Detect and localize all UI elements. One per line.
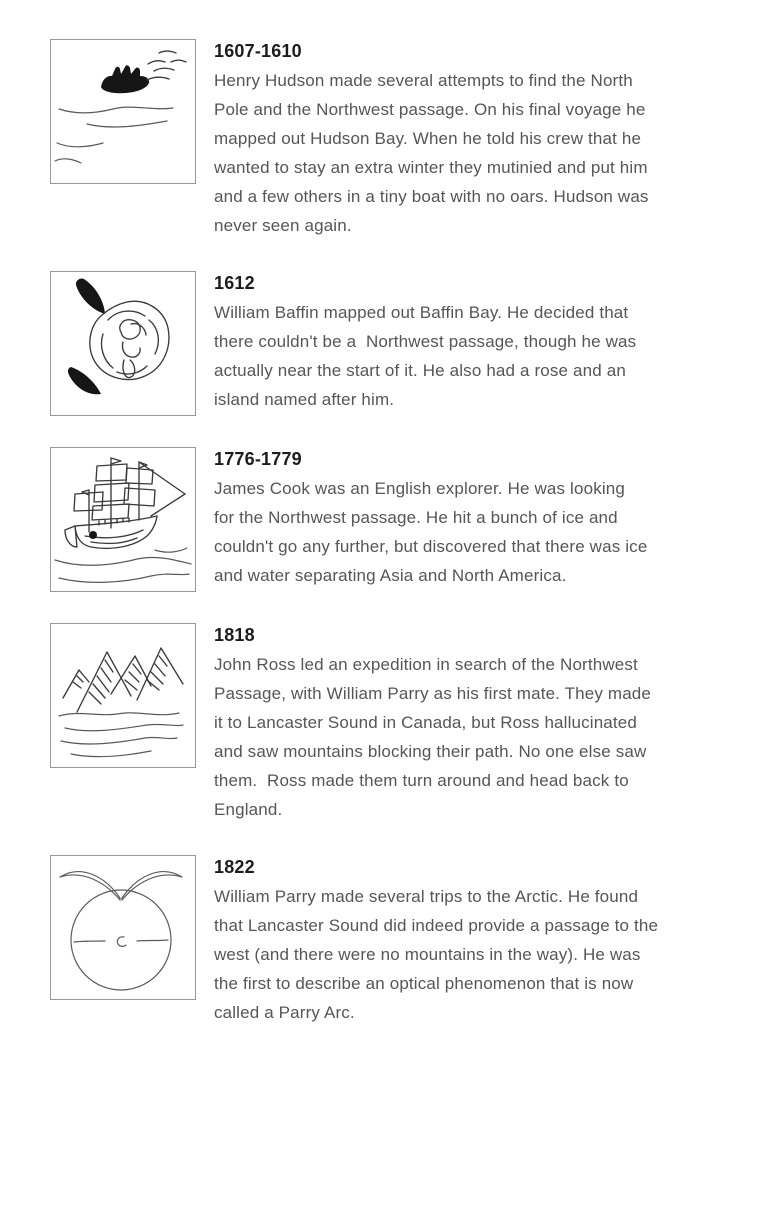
paragraph-line: wanted to stay an extra winter they mutinied and put him: [214, 158, 648, 177]
paragraph-line: it to Lancaster Sound in Canada, but Ross hallucinated: [214, 713, 637, 732]
entry-year: 1607-1610: [214, 41, 302, 61]
paragraph-line: mapped out Hudson Bay. When he told his crew that he: [214, 129, 642, 148]
paragraph-line: Pole and the Northwest passage. On his final voyage he: [214, 100, 646, 119]
paragraph-line: Passage, with William Parry as his first mate. They made: [214, 684, 652, 703]
paragraph-line: island named after him.: [214, 390, 395, 409]
sailing-ship-icon: [51, 448, 195, 591]
timeline-page: [50, 37, 730, 1056]
timeline-entry-cook: [50, 445, 730, 592]
entry-text: [214, 853, 658, 1027]
paragraph-line: Henry Hudson made several attempts to find the North: [214, 71, 633, 90]
illustration-frame: [50, 39, 196, 184]
paragraph-line: William Parry made several trips to the Arctic. He found: [214, 887, 639, 906]
mountains-icon: [51, 624, 195, 767]
paragraph-line: and water separating Asia and North America.: [214, 566, 567, 585]
entry-text: [214, 445, 647, 592]
paragraph-line: them. Ross made them turn around and head back to: [214, 771, 629, 790]
parry-arc-icon: [51, 856, 195, 999]
paragraph-line: England.: [214, 800, 283, 819]
timeline-entry-baffin: [50, 269, 730, 416]
timeline-entry-parry: [50, 853, 730, 1027]
entry-text: [214, 269, 636, 416]
illustration-frame: [50, 447, 196, 592]
castaway-boat-icon: [51, 40, 195, 183]
paragraph-line: John Ross led an expedition in search of the Northwest: [214, 655, 638, 674]
rose-icon: [51, 272, 195, 415]
illustration-frame: [50, 855, 196, 1000]
entry-year: 1818: [214, 625, 255, 645]
paragraph-line: actually near the start of it. He also had a rose and an: [214, 361, 626, 380]
paragraph-line: and saw mountains blocking their path. No one else saw: [214, 742, 647, 761]
entry-year: 1822: [214, 857, 255, 877]
entry-year: 1612: [214, 273, 255, 293]
illustration-frame: [50, 623, 196, 768]
paragraph-line: never seen again.: [214, 216, 352, 235]
paragraph-line: couldn't go any further, but discovered that there was ice: [214, 537, 648, 556]
paragraph-line: and a few others in a tiny boat with no oars. Hudson was: [214, 187, 649, 206]
timeline-entry-hudson: [50, 37, 730, 240]
paragraph-line: there couldn't be a Northwest passage, though he was: [214, 332, 637, 351]
paragraph-line: William Baffin mapped out Baffin Bay. He decided that: [214, 303, 629, 322]
timeline-entry-ross: [50, 621, 730, 824]
paragraph-line: called a Parry Arc.: [214, 1003, 355, 1022]
entry-year: 1776-1779: [214, 449, 302, 469]
entry-text: [214, 37, 649, 240]
paragraph-line: west (and there were no mountains in the way). He was: [214, 945, 641, 964]
paragraph-line: for the Northwest passage. He hit a bunch of ice and: [214, 508, 618, 527]
paragraph-line: the first to describe an optical phenomenon that is now: [214, 974, 634, 993]
illustration-frame: [50, 271, 196, 416]
entry-text: [214, 621, 651, 824]
paragraph-line: James Cook was an English explorer. He was looking: [214, 479, 625, 498]
paragraph-line: that Lancaster Sound did indeed provide a passage to the: [214, 916, 659, 935]
